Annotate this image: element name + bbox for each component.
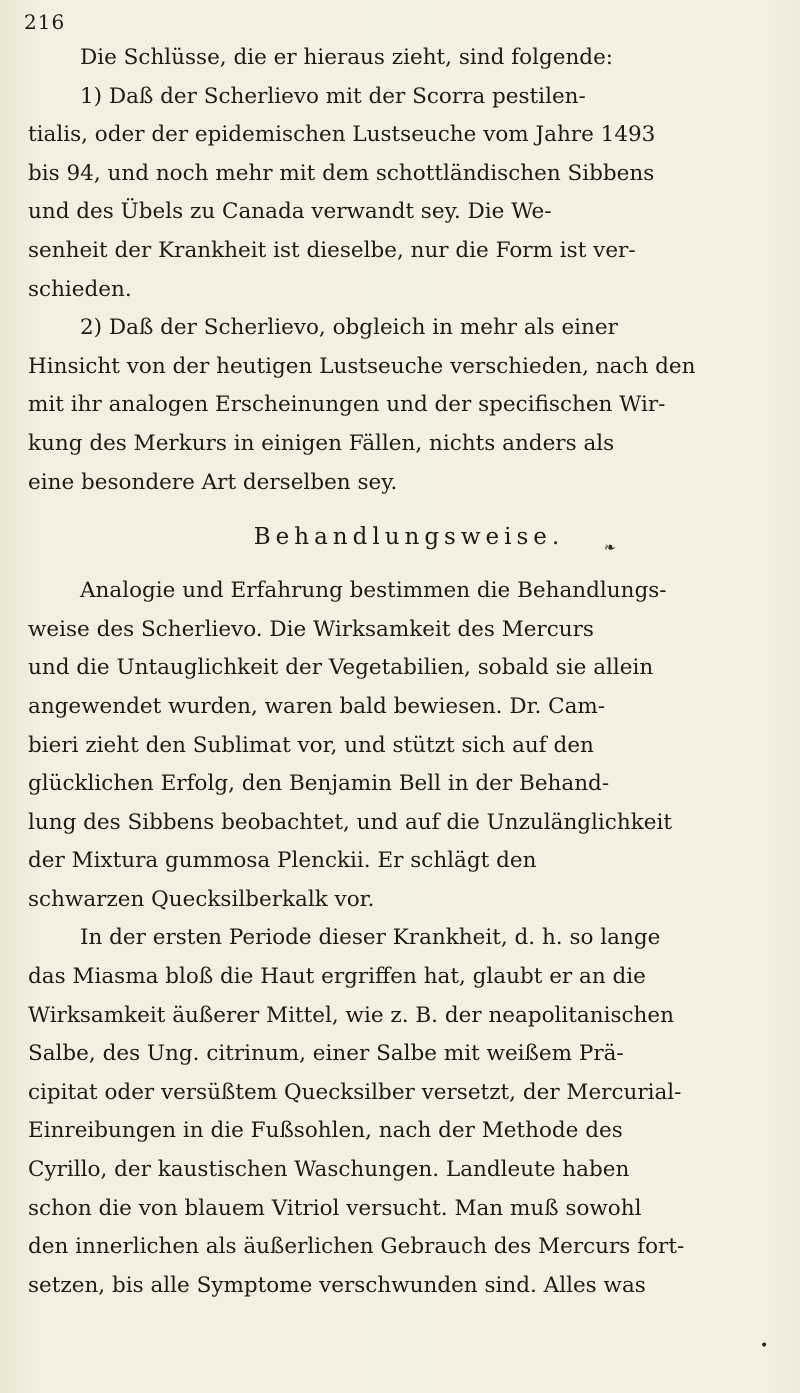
ink-speck: ❧ [604, 540, 616, 556]
text-line: mit ihr analogen Erscheinungen und der specifischen Wir- [28, 392, 666, 418]
page-text [28, 14, 790, 1305]
text-line: eine besondere Art derselben sey. [28, 469, 398, 495]
text-line: cipitat oder versüßtem Quecksilber versetzt, der Mercurial- [28, 1079, 682, 1105]
text-line: das Miasma bloß die Haut ergriffen hat, glaubt er an die [28, 964, 646, 990]
text-line: Analogie und Erfahrung bestimmen die Behandlungs- [80, 578, 667, 604]
text-line: und die Untauglichkeit der Vegetabilien, sobald sie allein [28, 655, 654, 681]
ink-speck: • [760, 1338, 769, 1354]
text-line: Cyrillo, der kaustischen Waschungen. Landleute haben [28, 1157, 630, 1183]
text-line: bieri zieht den Sublimat vor, und stützt sich auf den [28, 732, 594, 758]
text-line: 2) Daß der Scherlievo, obgleich in mehr als einer [80, 315, 618, 341]
page-number: 216 [24, 10, 66, 34]
text-line: angewendet wurden, waren bald bewiesen. Dr. Cam- [28, 693, 606, 719]
text-line: In der ersten Periode dieser Krankheit, d. h. so lange [80, 925, 661, 951]
text-line: Wirksamkeit äußerer Mittel, wie z. B. der neapolitanischen [28, 1002, 674, 1028]
text-line: senheit der Krankheit ist dieselbe, nur die Form ist ver- [28, 237, 636, 263]
text-line: schon die von blauem Vitriol versucht. Man muß sowohl [28, 1195, 642, 1221]
text-line: setzen, bis alle Symptome verschwunden sind. Alles was [28, 1272, 646, 1298]
text-line: Einreibungen in die Fußsohlen, nach der Methode des [28, 1118, 623, 1144]
text-line: schieden. [28, 276, 132, 302]
text-line: schwarzen Quecksilberkalk vor. [28, 886, 375, 912]
text-line: und des Übels zu Canada verwandt sey. Die We- [28, 199, 552, 225]
text-line: Die Schlüsse, die er hieraus zieht, sind folgende: [80, 45, 614, 70]
text-line: tialis, oder der epidemischen Lustseuche vom Jahre 1493 [28, 122, 656, 148]
text-line: kung des Merkurs in einigen Fällen, nichts anders als [28, 430, 615, 456]
text-line: Hinsicht von der heutigen Lustseuche verschieden, nach den [28, 353, 696, 379]
text-line: weise des Scherlievo. Die Wirksamkeit des Mercurs [28, 616, 594, 642]
text-line: lung des Sibbens beobachtet, und auf die Unzulänglichkeit [28, 809, 672, 835]
text-line: glücklichen Erfolg, den Benjamin Bell in der Behand- [28, 771, 610, 797]
text-line: 1) Daß der Scherlievo mit der Scorra pestilen- [80, 83, 586, 109]
text-line: Salbe, des Ung. citrinum, einer Salbe mit weißem Prä- [28, 1041, 624, 1067]
text-line: der Mixtura gummosa Plenckii. Er schlägt den [28, 848, 537, 874]
text-line: den innerlichen als äußerlichen Gebrauch des Mercurs fort- [28, 1234, 685, 1260]
section-heading: Behandlungsweise. [253, 524, 565, 551]
text-line: bis 94, und noch mehr mit dem schottländischen Sibbens [28, 160, 655, 186]
